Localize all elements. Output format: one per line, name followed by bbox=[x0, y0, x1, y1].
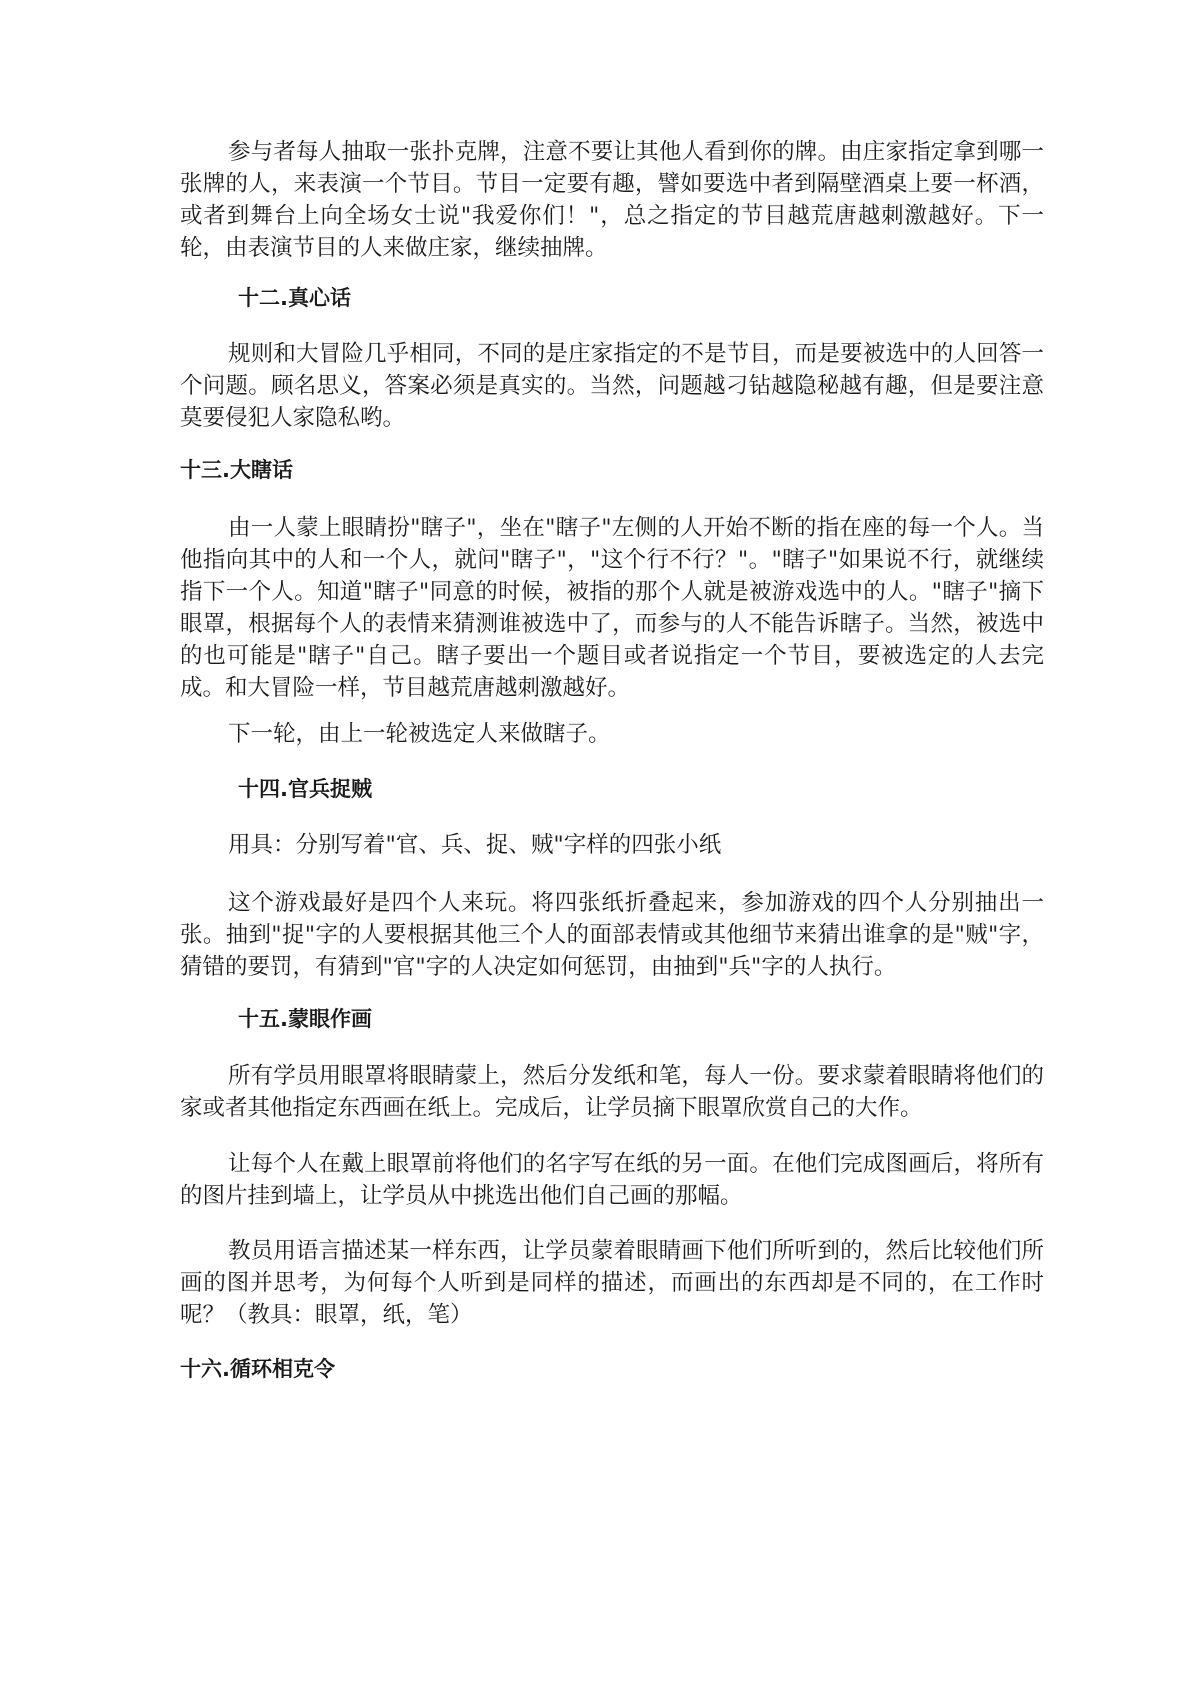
paragraph-blind-drawing-1: 所有学员用眼罩将眼睛蒙上，然后分发纸和笔，每人一份。要求蒙着眼睛将他们的家或者其他指定东西画在纸上。完成后，让学员摘下眼罩欣赏自己的大作。 bbox=[180, 1063, 1044, 1121]
paragraph-props: 用具：分别写着"官、兵、捉、贼"字样的四张小纸 bbox=[228, 832, 722, 858]
paragraph-blind-man-rules: 由一人蒙上眼睛扮"瞎子"，坐在"瞎子"左侧的人开始不断的指在座的每一个人。当他指向其中的人和一个人，就问"瞎子"，"这个行不行？"。"瞎子"如果说不行，就继续指下一个人。知道"瞎子"同意的时候，被指的那个人就是被游戏选中的人。"瞎子"摘下眼罩，根据每个人的表情来猜测谁被选中了，而参与的人不能告诉瞎子。当然，被选中的也可能是"瞎子"自己。瞎子要出一个题目或者说指定一个节目，要被选定的人去完成。和大冒险一样，节目越荒唐越刺激越好。 bbox=[180, 515, 1044, 701]
section-heading-13: 十三.大瞎话 bbox=[180, 458, 293, 482]
paragraph-blind-drawing-3: 教员用语言描述某一样东西，让学员蒙着眼睛画下他们所听到的，然后比较他们所画的图并思考，为何每个人听到是同样的描述，而画出的东西却是不同的，在工作时呢？（教具：眼罩，纸，笔） bbox=[180, 1238, 1044, 1328]
paragraph-blind-drawing-2: 让每个人在戴上眼罩前将他们的名字写在纸的另一面。在他们完成图画后，将所有的图片挂到墙上，让学员从中挑选出他们自己画的那幅。 bbox=[180, 1151, 1044, 1209]
section-heading-16: 十六.循环相克令 bbox=[180, 1357, 335, 1381]
paragraph-next-round: 下一轮，由上一轮被选定人来做瞎子。 bbox=[228, 721, 611, 747]
section-heading-15: 十五.蒙眼作画 bbox=[238, 1007, 372, 1031]
section-heading-12: 十二.真心话 bbox=[238, 286, 351, 310]
section-heading-14: 十四.官兵捉贼 bbox=[238, 777, 372, 801]
paragraph-cops-thief-rules: 这个游戏最好是四个人来玩。将四张纸折叠起来，参加游戏的四个人分别抽出一张。抽到"捉"字的人要根据其他三个人的面部表情或其他细节来猜出谁拿的是"贼"字，猜错的要罚，有猜到"官"字的人决定如何惩罚，由抽到"兵"字的人执行。 bbox=[180, 890, 1044, 980]
paragraph-truth-rules: 规则和大冒险几乎相同，不同的是庄家指定的不是节目，而是要被选中的人回答一个问题。顾名思义，答案必须是真实的。当然，问题越刁钻越隐秘越有趣，但是要注意莫要侵犯人家隐私哟。 bbox=[180, 341, 1044, 431]
paragraph-big-adventure-rules: 参与者每人抽取一张扑克牌，注意不要让其他人看到你的牌。由庄家指定拿到哪一张牌的人，来表演一个节目。节目一定要有趣，譬如要选中者到隔壁酒桌上要一杯酒，或者到舞台上向全场女士说"我爱你们！"，总之指定的节目越荒唐越刺激越好。下一轮，由表演节目的人来做庄家，继续抽牌。 bbox=[180, 139, 1044, 261]
